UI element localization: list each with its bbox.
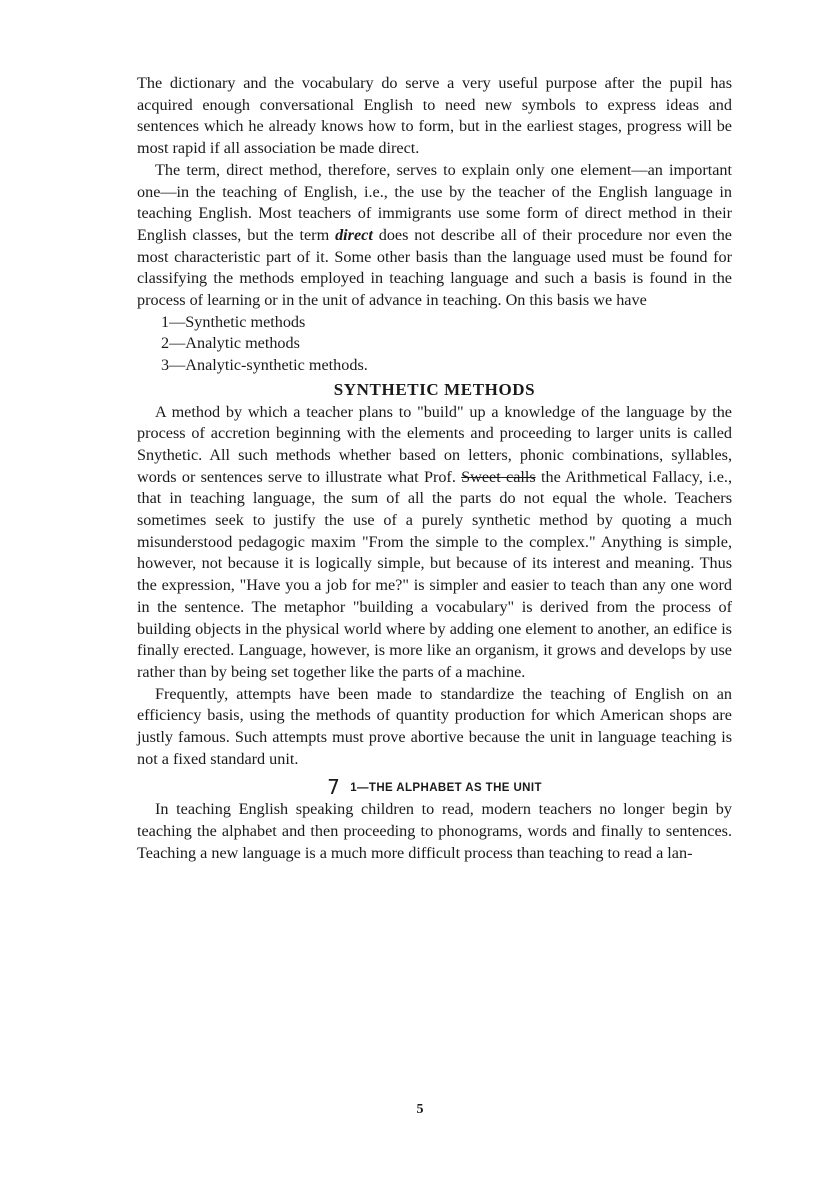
list-item-synthetic: 1—Synthetic methods: [161, 312, 306, 331]
paragraph-alphabet: In teaching English speaking children to read, modern teachers no longer begin by teaching the alphabet and then proceeding to phonograms, words and finally to sentences. Teaching a new language is a much more difficult process than teaching to read a lan-: [137, 800, 732, 862]
struck-text: Sweet calls: [461, 467, 536, 486]
paragraph-dictionary: The dictionary and the vocabulary do serve a very useful purpose after the pupil has acquired enough conversational English to need new symbols to express ideas and sentences which he already knows how to form, but in the earliest stages, progress will be most rapid if all association be made direct.: [137, 74, 732, 158]
section-heading-synthetic-methods: SYNTHETIC METHODS: [333, 379, 536, 399]
list-item-analytic: 2—Analytic methods: [161, 334, 300, 353]
paragraph-synthetic-method: [137, 402, 732, 684]
section-heading-alphabet: [137, 774, 732, 800]
paragraph-efficiency: Frequently, attempts have been made to standardize the teaching of English on an efficiency basis, using the methods of quantity production for which American shops are justly famous. Such attempts must prove abortive because the unit in language teaching is not a fixed standard unit.: [137, 684, 732, 768]
paragraph-direct-method-part-1: The term, direct method, therefore, serves to explain only one element—an important one—in the teaching of English, i.e., the use by the teacher of the English language in teaching English. Most teachers of immigrants use some form of direct method in their English classes, but the term: [137, 160, 732, 244]
paragraph-synthetic-part-1: A method by which a teacher plans to "build" up a knowledge of the language by the process of accretion beginning with the elements and proceeding to larger units is called Snythetic. All such methods whether based on letters, phonic combinations, syllables, words or sentences serve to illustrate what Prof.: [137, 402, 732, 486]
section-heading-alphabet-text: 1—THE ALPHABET AS THE UNIT: [350, 781, 542, 794]
italic-direct: direct: [335, 225, 373, 244]
paragraph-synthetic-part-2: the Arithmetical Fallacy, i.e., that in teaching language, the sum of all the parts do not equal the whole. Teachers sometimes seek to justify the use of a purely synthetic method by quoting a much misunderstood pedagogic maxim "From the simple to the complex." Anything is simple, however, not because it is logically simple, but because of its interest and meaning. Thus the expression, "Have you a job for me?" is simpler and easier to teach than any one word in the sentence. The metaphor "building a vocabulary" is derived from the process of building objects in the physical world where by adding one element to another, an edifice is finally erected. Language, however, is more like an organism, it grows and develops by use rather than by being set together like the parts of a machine.: [137, 467, 732, 681]
paragraph-direct-method-part-2: does not describe all of their procedure nor even the most characteristic part of it. Some other basis than the language used must be found for classifying the methods employed in teaching language and such a basis is found in the process of learning or in the unit of advance in teaching. On this basis we have: [137, 225, 732, 310]
handwritten-mark: 7: [327, 774, 341, 799]
paragraph-direct-method: [137, 160, 732, 312]
body-text: [137, 73, 732, 864]
page-number: 5: [416, 1102, 424, 1117]
list-item-analytic-synthetic: 3—Analytic-synthetic methods.: [161, 356, 368, 375]
